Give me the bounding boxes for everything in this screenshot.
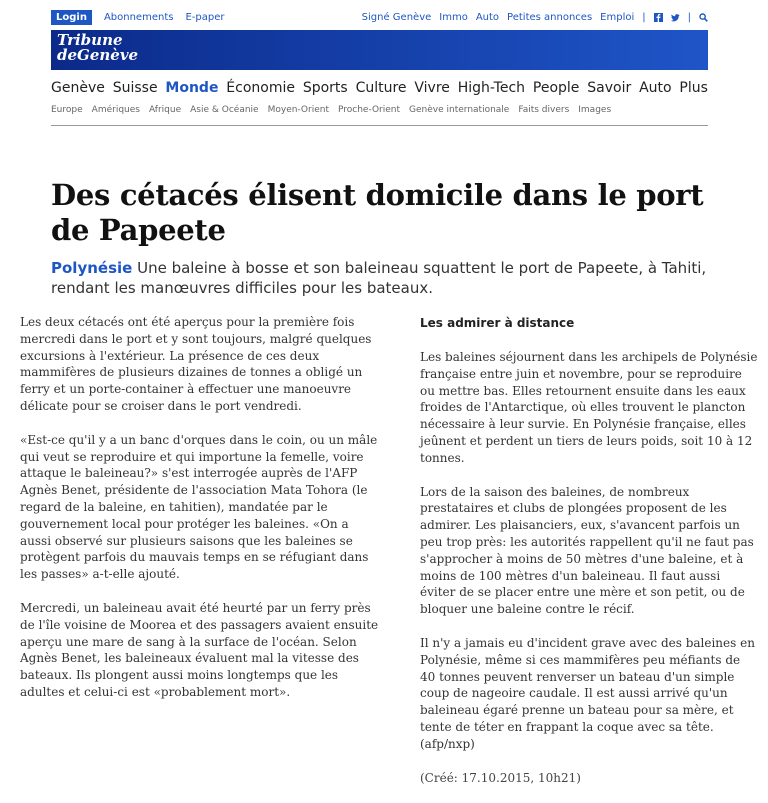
article-body-left [20,314,382,718]
nav-item-plus[interactable]: Plus [679,80,708,96]
divider: | [642,12,646,23]
subnav-item-asie-oceanie[interactable]: Asie & Océanie [190,105,259,115]
article-subheading: Les admirer à distance [420,316,575,330]
epaper-link[interactable]: E-paper [185,12,225,23]
article-lead-text: Une baleine à bosse et son baleineau squattent le port de Papeete, à Tahiti, rendant les manœuvres difficiles pour les bateaux. [51,259,707,297]
nav-item-culture[interactable]: Culture [355,80,407,96]
created-timestamp: (Créé: 17.10.2015, 10h21) [420,770,581,785]
divider: | [687,12,691,23]
logo-line-2: deGenève [57,46,139,64]
site-logo[interactable] [57,33,138,63]
signe-geneve-link[interactable]: Signé Genève [361,12,432,23]
nav-item-geneve[interactable]: Genève [51,80,105,96]
subnav-item-proche-orient[interactable]: Proche-Orient [338,105,401,115]
nav-item-sports[interactable]: Sports [302,80,348,96]
body-paragraph: Il n'y a jamais eu d'incident grave avec des baleines en Polynésie, même si ces mammifères peu méfiants de 40 tonnes peuvent renverser un bateau d'un simple coup de nageoire caudale. Il est aussi arrivé qu'un baleineau égaré prenne un bateau pour sa mère, et tente de téter en frappant la coque avec sa tête. (afp/nxp) [420,635,755,751]
nav-item-auto[interactable]: Auto [639,80,672,96]
emploi-link[interactable]: Emploi [600,12,635,23]
auto-link[interactable]: Auto [475,12,500,23]
nav-item-savoir[interactable]: Savoir [587,80,632,96]
facebook-icon[interactable] [654,13,663,22]
subnav-item-faits-divers[interactable]: Faits divers [518,105,570,115]
top-utility-bar [51,10,708,27]
body-paragraph: Lors de la saison des baleines, de nombreux prestataires et clubs de plongées proposent de les admirer. Les plaisanciers, eux, s'avancent parfois un peu trop près: les autorités rappellent qu'il ne faut pas s'approcher à moins de 50 mètres d'une baleine, et à moins de 100 mètres d'un baleineau. Il faut aussi éviter de se placer entre une mère et son petit, ou de bloquer une baleine contre le récif. [420,484,754,617]
subnav-item-europe[interactable]: Europe [51,105,83,115]
immo-link[interactable]: Immo [439,12,468,23]
article-kicker[interactable]: Polynésie [51,259,133,277]
nav-item-economie[interactable]: Économie [226,80,295,96]
subnav-item-moyen-orient[interactable]: Moyen-Orient [267,105,329,115]
twitter-icon[interactable] [671,13,680,22]
article-body-right [420,314,758,803]
nav-item-high-tech[interactable]: High-Tech [457,80,526,96]
body-paragraph: Les baleines séjournent dans les archipels de Polynésie française entre juin et novembre, pour se reproduire ou mettre bas. Elles retournent ensuite dans les eaux froides de l'Antarctique, où elles trouvent le plancton nécessaire à leur survie. En Polynésie française, elles jeûnent et perdent un tiers de leurs poids, soit 10 à 12 tonnes. [420,350,758,465]
main-navigation [51,80,708,96]
subnav-item-ameriques[interactable]: Amériques [91,105,140,115]
logo-line-1: Tribune [57,31,123,49]
classifieds-link[interactable]: Petites annonces [507,12,593,23]
subnav-item-images[interactable]: Images [578,105,612,115]
article-title: Des cétacés élisent domicile dans le port de Papeete [51,178,704,247]
nav-item-people[interactable]: People [532,80,580,96]
subnav-item-geneve-internationale[interactable]: Genève internationale [409,105,510,115]
login-button[interactable]: Login [51,10,92,25]
body-paragraph: «Est-ce qu'il y a un banc d'orques dans le coin, ou un mâle qui veut se reproduire et qui importune la femelle, voire attaque le baleineau?» s'est interrogée auprès de l'AFP Agnès Benet, présidente de l'association Mata Tohora (le regard de la baleine, en tahitien), mandatée par le gouvernement local pour protéger les baleines. «On a aussi observé sur plusieurs saisons que les baleines se protègent parfois du mauvais temps en se réfugiant dans les passes» a-t-elle ajouté. [20,432,378,582]
subscriptions-link[interactable]: Abonnements [103,12,174,23]
sub-navigation [51,105,611,115]
nav-item-suisse[interactable]: Suisse [112,80,158,96]
nav-item-vivre[interactable]: Vivre [414,80,450,96]
masthead-band[interactable] [51,30,708,70]
body-paragraph: Les deux cétacés ont été aperçus pour la première fois mercredi dans le port et y sont toujours, malgré quelques excursions à l'extérieur. La présence de ces deux mammifères de plusieurs dizaines de tonnes a obligé un ferry et un porte-container à effectuer une manoeuvre délicate pour se croiser dans le port vendredi. [20,315,372,413]
nav-divider [51,125,708,126]
search-icon[interactable] [699,13,708,22]
subnav-item-afrique[interactable]: Afrique [148,105,182,115]
body-paragraph: Mercredi, un baleineau avait été heurté par un ferry près de l'île voisine de Moorea et des passagers avaient ensuite aperçu une mare de sang à la surface de l'océan. Selon Agnès Benet, les baleineaux évaluent mal la vitesse des bateaux. Ils plongent aussi moins longtemps que les adultes et celui-ci est «probablement mort». [20,600,379,699]
nav-item-monde[interactable]: Monde [165,80,219,96]
article-lead [51,258,711,298]
